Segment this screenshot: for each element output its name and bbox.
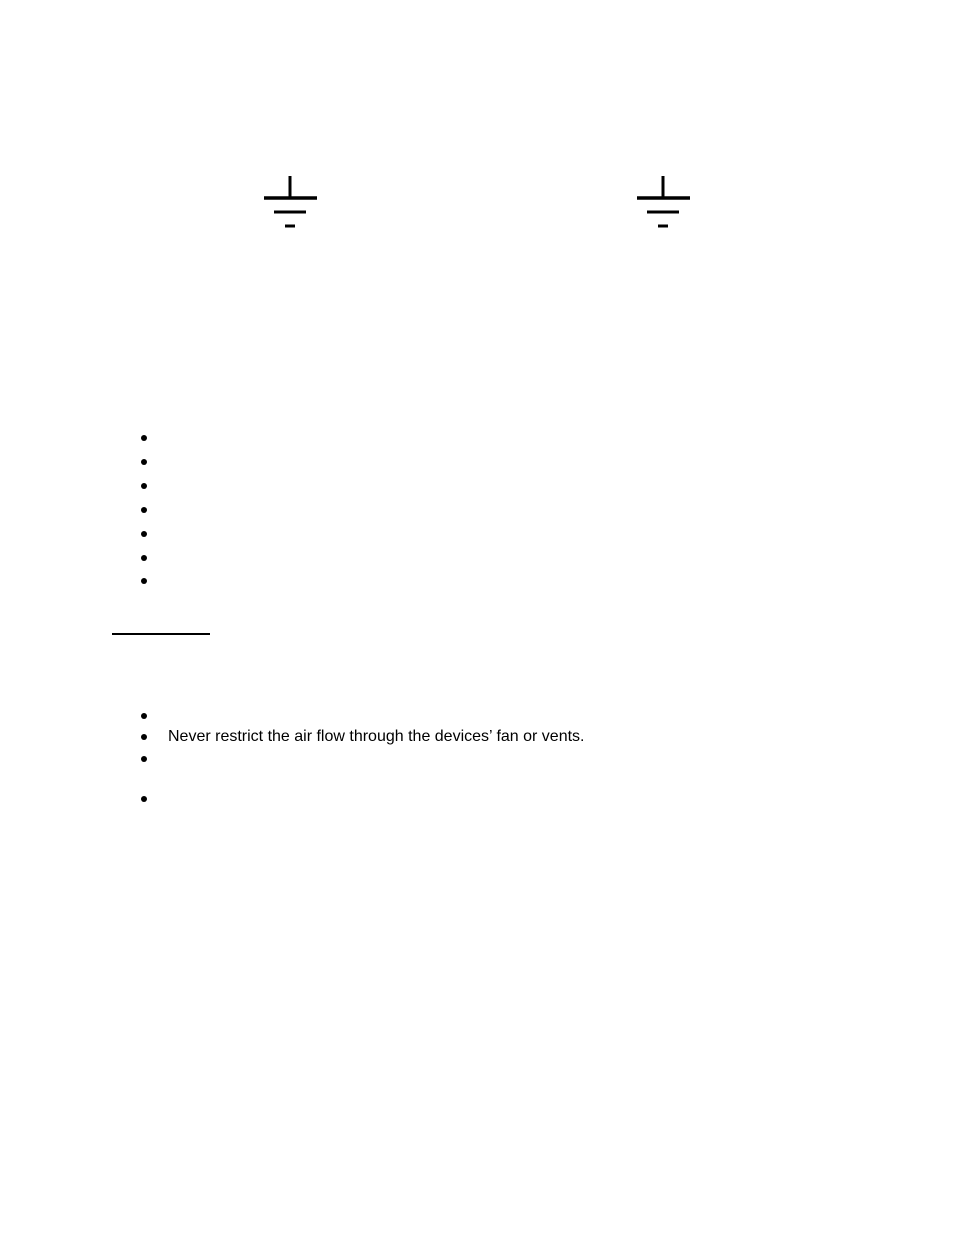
bullet-icon xyxy=(141,734,147,740)
list-item xyxy=(0,524,700,546)
list-item xyxy=(0,500,700,522)
list-item xyxy=(0,727,700,749)
bullet-icon xyxy=(141,435,147,441)
list-item xyxy=(0,428,700,450)
list-item xyxy=(0,706,700,728)
bullet-icon xyxy=(141,756,147,762)
list-item xyxy=(0,452,700,474)
bullet-icon xyxy=(141,531,147,537)
list-item xyxy=(0,789,700,811)
list-item xyxy=(0,571,700,593)
list-item xyxy=(0,548,700,570)
bullet-icon xyxy=(141,459,147,465)
bullet-icon xyxy=(141,507,147,513)
bullet-icon xyxy=(141,483,147,489)
bullet-icon xyxy=(141,555,147,561)
bullet-icon xyxy=(141,796,147,802)
list-item xyxy=(0,749,700,771)
bullet-icon xyxy=(141,578,147,584)
bullet-icon xyxy=(141,713,147,719)
ground-icon xyxy=(263,174,319,230)
section-heading-underline xyxy=(112,633,210,635)
list-item xyxy=(0,476,700,498)
list-item-text: Never restrict the air flow through the devices’ fan or vents. xyxy=(168,728,585,745)
ground-icon xyxy=(636,174,692,230)
